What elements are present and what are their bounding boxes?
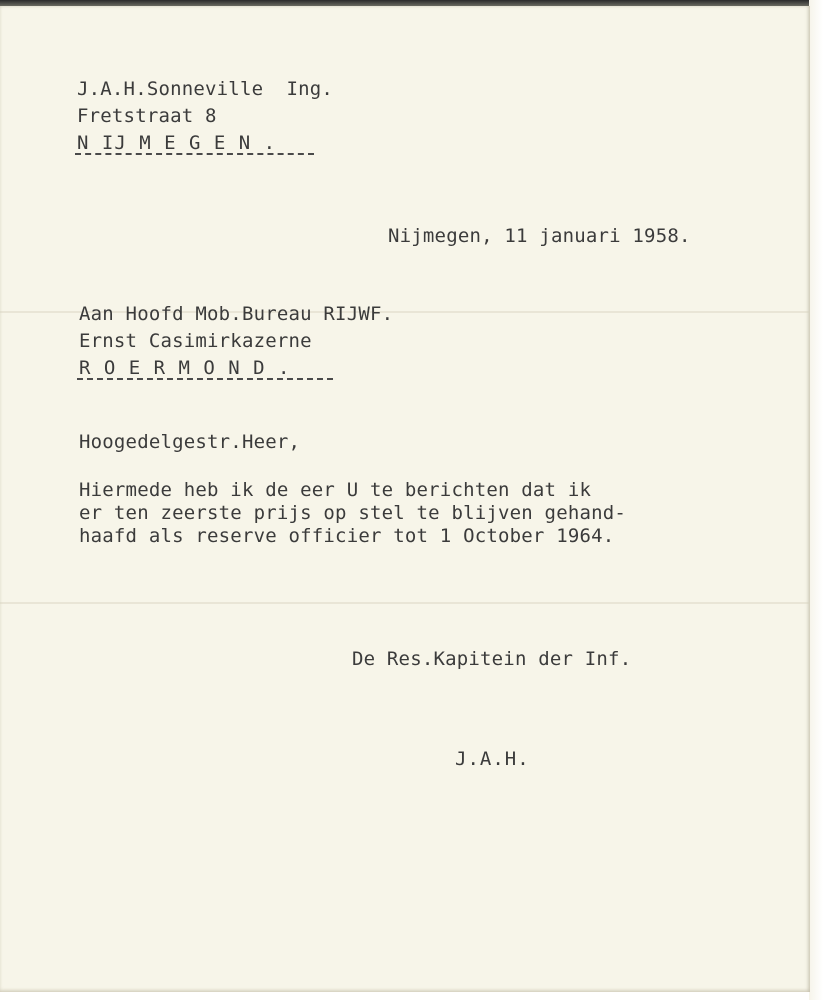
closing: De Res.Kapitein der Inf. [352,648,632,670]
date-line: Nijmegen, 11 januari 1958. [388,225,691,247]
signature-initials: J.A.H. [455,748,530,770]
sender-city-underline [75,153,314,155]
body-line: Hiermede heb ik de eer U te berichten dat ik [79,479,592,501]
fold-crease [0,602,810,604]
body-line: haafd als reserve officier tot 1 October 1964. [79,525,615,547]
recipient-name: Aan Hoofd Mob.Bureau RIJWF. [79,303,394,325]
salutation: Hoogedelgestr.Heer, [79,431,301,453]
scan-right-edge [809,0,823,1000]
recipient-city: R O E R M O N D . [79,357,291,379]
sender-street: Fretstraat 8 [77,105,217,127]
recipient-city-underline [77,378,333,380]
sender-name: J.A.H.Sonneville Ing. [77,78,334,100]
sender-city: N IJ M E G E N . [77,132,277,154]
letter-page [0,6,810,992]
body-line: er ten zeerste prijs op stel te blijven gehand- [79,502,627,524]
recipient-building: Ernst Casimirkazerne [79,330,312,352]
